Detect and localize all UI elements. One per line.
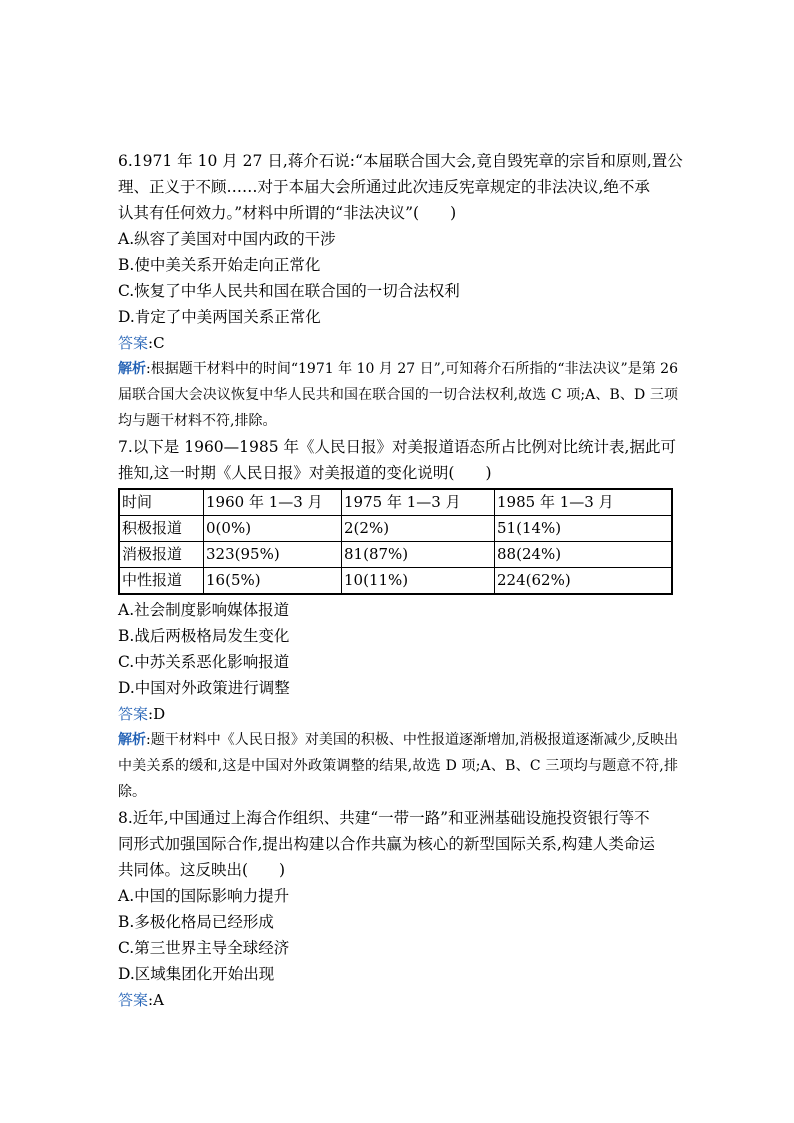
question-stem-line: 推知,这一时期《人民日报》对美报道的变化说明( ) <box>118 464 492 482</box>
table-row <box>119 542 672 568</box>
table-cell: 10(11%) <box>342 568 495 595</box>
analysis-label: 解析 <box>118 732 147 748</box>
analysis-paragraph <box>118 356 678 434</box>
table-cell: 224(62%) <box>495 568 673 595</box>
table-header-cell: 1960 年 1—3 月 <box>204 489 342 516</box>
question-stem-line: 同形式加强国际合作,提出构建以合作共赢为核心的新型国际关系,构建人类命运 <box>118 835 655 853</box>
answer-label: 答案 <box>118 991 149 1009</box>
answer-label: 答案 <box>118 705 149 723</box>
option-d: D.肯定了中美两国关系正常化 <box>118 308 321 326</box>
table-header-row <box>119 489 672 516</box>
answer-line <box>118 701 678 727</box>
question-stem-line: 7.以下是 1960—1985 年《人民日报》对美报道语态所占比例对比统计表,据此可 <box>118 438 676 456</box>
answer-value: :C <box>148 334 165 352</box>
question-stem-line: 共同体。这反映出( ) <box>118 861 286 879</box>
question-stem-line: 6.1971 年 10 月 27 日,蒋介石说:“本届联合国大会,竟自毁宪章的宗旨和原则,置公 <box>118 152 683 170</box>
question-stem-line: 8.近年,中国通过上海合作组织、共建“一带一路”和亚洲基础设施投资银行等不 <box>118 809 650 827</box>
document-page <box>118 148 683 1013</box>
option-b: B.多极化格局已经形成 <box>118 913 274 931</box>
question-8 <box>118 805 678 1013</box>
answer-line <box>118 987 678 1013</box>
answer-line <box>118 330 678 356</box>
table-cell: 0(0%) <box>204 516 342 542</box>
answer-label: 答案 <box>118 334 149 352</box>
option-d: D.区域集团化开始出现 <box>118 965 275 983</box>
analysis-text: :题干材料中《人民日报》对美国的积极、中性报道逐渐增加,消极报道逐渐减少,反映出中美关系的缓和,这是中国对外政策调整的结果,故选 D 项;A、B、C 三项均与题意不符,排除。 <box>118 732 679 800</box>
table-cell: 消极报道 <box>119 542 204 568</box>
table-cell: 88(24%) <box>495 542 673 568</box>
option-c: C.第三世界主导全球经济 <box>118 939 290 957</box>
table-cell: 323(95%) <box>204 542 342 568</box>
analysis-paragraph <box>118 727 678 805</box>
option-a: A.中国的国际影响力提升 <box>118 887 290 905</box>
table-row <box>119 516 672 542</box>
answer-value: :D <box>148 705 166 723</box>
question-stem-line: 理、正义于不顾……对于本届大会所通过此次违反宪章规定的非法决议,绝不承 <box>118 178 650 196</box>
analysis-label: 解析 <box>118 361 147 377</box>
table-cell: 中性报道 <box>119 568 204 595</box>
option-c: C.恢复了中华人民共和国在联合国的一切合法权利 <box>118 282 460 300</box>
option-b: B.使中美关系开始走向正常化 <box>118 256 321 274</box>
option-d: D.中国对外政策进行调整 <box>118 679 290 697</box>
option-b: B.战后两极格局发生变化 <box>118 627 290 645</box>
table-cell: 积极报道 <box>119 516 204 542</box>
table-cell: 51(14%) <box>495 516 673 542</box>
table-header-cell: 1985 年 1—3 月 <box>495 489 673 516</box>
option-c: C.中苏关系恶化影响报道 <box>118 653 290 671</box>
table-header-cell: 1975 年 1—3 月 <box>342 489 495 516</box>
table-cell: 81(87%) <box>342 542 495 568</box>
question-stem-line: 认其有任何效力。”材料中所谓的“非法决议”( ) <box>118 204 457 222</box>
statistics-table <box>118 488 673 595</box>
table-row <box>119 568 672 595</box>
question-6 <box>118 148 683 434</box>
table-cell: 2(2%) <box>342 516 495 542</box>
table-header-cell: 时间 <box>119 489 204 516</box>
answer-value: :A <box>148 991 164 1009</box>
option-a: A.纵容了美国对中国内政的干涉 <box>118 230 336 248</box>
analysis-text: :根据题干材料中的时间“1971 年 10 月 27 日”,可知蒋介石所指的“非法决议”是第 26 届联合国大会决议恢复中华人民共和国在联合国的一切合法权利,故选 C 项;A、B、D 三项均与题干材料不符,排除。 <box>118 361 678 429</box>
table-cell: 16(5%) <box>204 568 342 595</box>
option-a: A.社会制度影响媒体报道 <box>118 601 290 619</box>
question-7 <box>118 434 678 805</box>
